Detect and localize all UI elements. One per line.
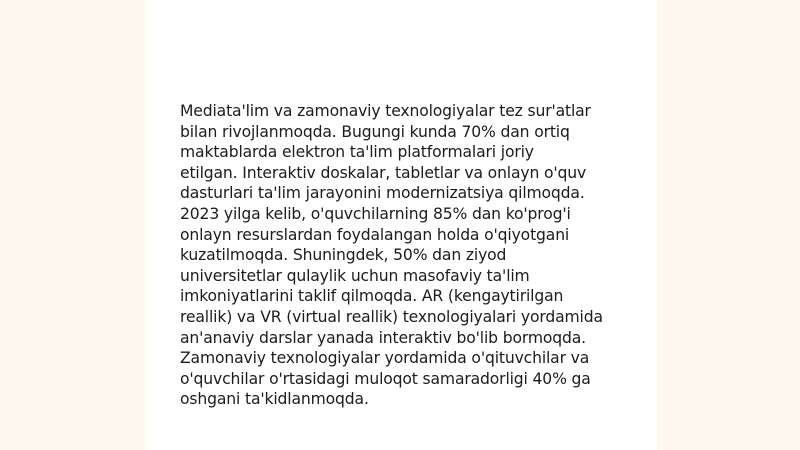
body-paragraph: Mediata'lim va zamonaviy texnologiyalar tez sur'atlar bilan rivojlanmoqda. Bugungi kunda 70% dan ortiq maktablarda elektron ta'lim platformalari joriy etilgan. Interaktiv doskalar, tabletlar va onlayn o'quv dasturlari ta'lim jarayonini modernizatsiya qilmoqda. 2023 yilga kelib, o'quvchilarning 85% dan ko'prog'i onlayn resurslardan foydalangan holda o'qiyotgani kuzatilmoqda. Shuningdek, 50% dan ziyod universitetlar qulaylik uchun masofaviy ta'lim imkoniyatlarini taklif qilmoqda. AR (kengaytirilgan reallik) va VR (virtual reallik) texnologiyalari yordamida an'anaviy darslar yanada interaktiv bo'lib bormoqda. Zamonaviy texnologiyalar yordamida o'qituvchilar va o'quvchilar o'rtasidagi muloqot samaradorligi 40% ga oshgani ta'kidlanmoqda. [180,102,603,409]
document-page [147,0,657,450]
